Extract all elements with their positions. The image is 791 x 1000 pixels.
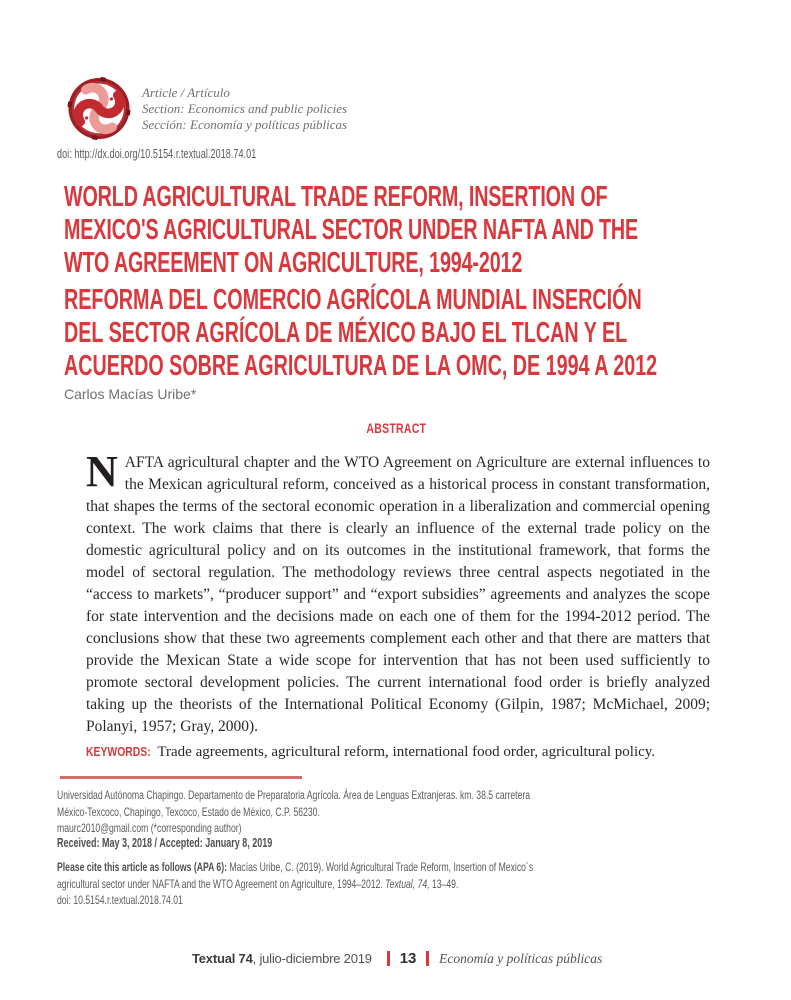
section-line-en: Section: Economics and public policies (142, 101, 348, 116)
keywords-label: KEYWORDS: (86, 744, 151, 759)
title-spanish-line: REFORMA DEL COMERCIO AGRÍCOLA MUNDIAL INSERCIÓN (64, 284, 642, 316)
citation-journal: Textual, 74, (385, 876, 430, 891)
title-spanish-line: ACUERDO SOBRE AGRICULTURA DE LA OMC, DE 1994 A 2012 (64, 350, 658, 382)
affiliation-text: Universidad Autónoma Chapingo. Departamento de Preparatoria Agrícola. Área de Lenguas Extranjeras. km. 38.5 carretera México-Texcoco, Chapingo, Texcoco, Estado de México, C.P. 56230. (57, 788, 531, 819)
journal-logo-icon (66, 77, 132, 140)
abstract-dropcap: N (86, 447, 118, 496)
affiliation-block (57, 787, 561, 837)
masthead-text (142, 77, 347, 140)
keywords-line (86, 744, 716, 761)
title-spanish-line: DEL SECTOR AGRÍCOLA DE MÉXICO BAJO EL TLCAN Y EL (64, 317, 628, 349)
citation-doi-link[interactable]: doi: 10.5154.r.textual.2018.74.01 (57, 893, 183, 907)
page-footer (192, 950, 602, 967)
abstract-heading: ABSTRACT (366, 421, 426, 436)
citation-pages: 13–49. (429, 876, 459, 891)
footer-journal-name: Textual 74 (192, 951, 253, 966)
title-english-line: MEXICO'S AGRICULTURAL SECTOR UNDER NAFTA AND THE (64, 214, 639, 246)
title-english-line: WORLD AGRICULTURAL TRADE REFORM, INSERTION OF (64, 181, 608, 213)
received-accepted-line: Received: May 3, 2018 / Accepted: January 8, 2019 (57, 836, 273, 850)
keywords-text: Trade agreements, agricultural reform, international food order, agricultural policy. (153, 744, 656, 760)
citation-body: Macías Uribe, C. (2019). World Agricultural Trade Reform, Insertion of Mexico´s agricultural sector under NAFTA and the WTO Agreement on Agriculture, 1994–2012. (57, 860, 534, 891)
article-type-line: Article / Artículo (142, 85, 230, 100)
abstract-paragraph (86, 447, 710, 738)
title-english-line: WTO AGREEMENT ON AGRICULTURE, 1994-2012 (64, 247, 523, 279)
footer-section-name: Economía y políticas públicas (439, 950, 603, 966)
footer-issue-date: , julio-diciembre 2019 (252, 951, 372, 966)
abstract-text: AFTA agricultural chapter and the WTO Agreement on Agriculture are external influences to the Mexican agricultural reform, conceived as a historical process in constant transformation, that shapes the terms of the sectoral economic operation in a liberalization and commercial opening context. The work claims that there is clearly an influence of the external trade policy on the domestic agricultural policy and on its outcomes in the institutional framework, that forms the model of sectoral regulation. The methodology reviews three central aspects negotiated in the “access to markets”, “producer support” and “export subsidies” agreements and analyzes the scope for state intervention and the decisions made on each one of them for the 1994-2012 period. The conclusions show that these two agreements complement each other and that there are matters that provide the Mexican State a wide scope for intervention that has not been used sufficiently to promote sectoral development policies. The current international food order is briefly analyzed taking up the theorists of the International Political Economy (Gilpin, 1987; McMichael, 2009; Polanyi, 1957; Gray, 2000). (86, 454, 710, 735)
footer-page-number: 13 (399, 950, 417, 967)
footnote-rule (60, 776, 302, 779)
footer-separator-bar (426, 951, 429, 966)
section-line-es: Sección: Economía y políticas públicas (142, 117, 348, 132)
doi-link[interactable]: doi: http://dx.doi.org/10.5154.r.textual.2018.74.01 (57, 147, 257, 161)
author-name: Carlos Macías Uribe* (64, 386, 197, 402)
footer-separator-bar (387, 951, 390, 966)
author-email-line[interactable]: maurc2010@gmail.com (*corresponding author) (57, 821, 242, 835)
title-english (64, 181, 791, 280)
masthead (66, 77, 347, 140)
citation-label: Please cite this article as follows (APA 6): (57, 860, 230, 874)
citation-note (57, 859, 561, 909)
title-spanish (64, 284, 791, 383)
